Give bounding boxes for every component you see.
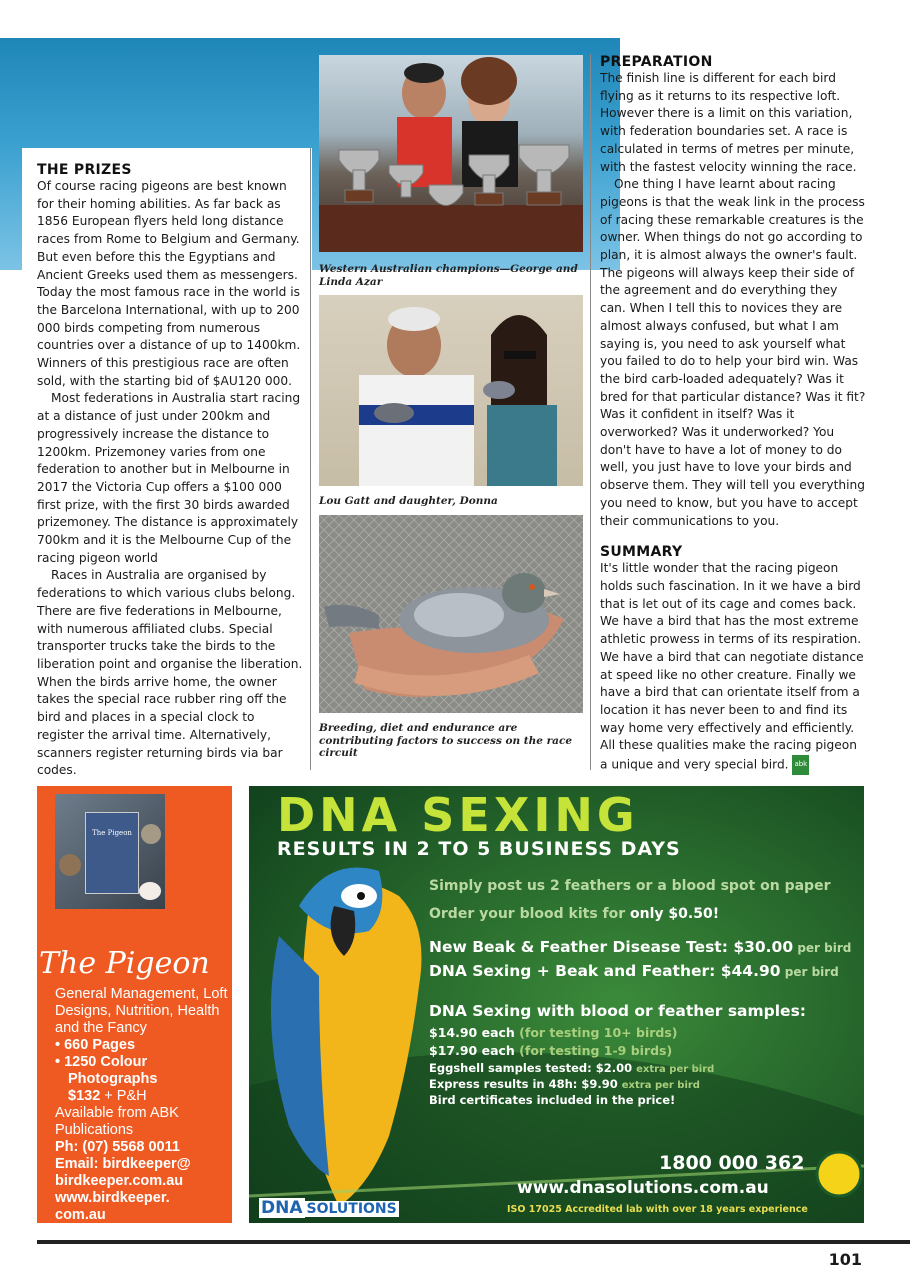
book-email-2[interactable]: birdkeeper.com.au [55,1173,184,1189]
column-divider-right [590,54,591,770]
dna-logo-dna: DNA [261,1198,303,1218]
dna-ad-price-10plus-note: (for testing 10+ birds) [519,1025,678,1040]
book-script-title: The Pigeon [39,946,210,981]
dna-ad-bfd-unit: per bird [793,941,852,955]
pigeon-thumb-1 [59,854,81,876]
caption-champions: Western Australian champions—George and Linda Azar [319,263,578,288]
dna-ad-website[interactable]: www.dnasolutions.com.au [517,1178,769,1198]
dna-ad-express-text: Express results in 48h: $9.90 [429,1077,622,1091]
dna-ad-combo-unit: per bird [780,965,839,979]
book-advert[interactable] [37,786,232,1223]
dna-logo-solutions: SOLUTIONS [306,1201,397,1217]
photo-champions [319,55,583,252]
dna-ad-kit-text: Order your blood kits for [429,906,631,922]
book-website-1[interactable]: www.birdkeeper. [55,1190,170,1206]
dna-ad-price-1to9 [429,1043,672,1058]
caption-lou-gatt: Lou Gatt and daughter, Donna [319,495,498,507]
abk-end-mark: abk [792,755,809,775]
dna-ad-accreditation: ISO 17025 Accredited lab with over 18 years experience [507,1204,808,1215]
book-price: $132 [68,1088,101,1104]
page-number: 101 [828,1250,862,1269]
dna-ad-certificates: Bird certificates included in the price! [429,1093,676,1107]
dna-ad-express-note: extra per bird [621,1080,700,1091]
prizes-paragraph-1: Of course racing pigeons are best known for their homing abilities. As far back as 1856 European flyers held long distance races from Rome to Belgium and Germany. But even before this the Egyptians and Ancient Greeks used them as messengers. Today the most famous race in the world is the Barcelona International, with up to 200 000 birds competing from numerous countries over a distance of up to 1400km. Winners of this prestigious race are often sold, with the starting bid of $AU120 000. [37,179,301,388]
summary-heading: SUMMARY [600,544,683,561]
dna-sexing-advert[interactable] [249,786,864,1223]
dna-ad-price-10plus-value: $14.90 each [429,1025,520,1040]
article-column-right [600,54,866,775]
footer-rule [37,1240,910,1244]
prizes-paragraph-2: Most federations in Australia start racing at a distance of just under 200km and progressively increase the distance to 1200km. Prizemoney varies from one federation to another but in Melbourne in 2017 the Victoria Cup offers a $100 000 first prize, with the first 30 birds awarded prizemoney. The distance is approximately 700km and it is the Melbourne Cup of the racing pigeon world [37,391,301,565]
preparation-heading: PREPARATION [600,54,713,70]
pigeon-thumb-2 [141,824,161,844]
dna-ad-subtitle: RESULTS IN 2 TO 5 BUSINESS DAYS [277,838,681,860]
dna-ad-bfd-price: $30.00 [733,938,794,956]
book-price-line [68,1088,243,1105]
dna-ad-eggshell-note: extra per bird [636,1064,715,1075]
dna-ad-title: DNA SEXING [277,788,639,842]
book-cover-collage [55,794,165,909]
book-price-suffix: + P&H [100,1088,147,1104]
dna-ad-bfd-label: New Beak & Feather Disease Test: [429,938,734,956]
prizes-paragraph-3: Races in Australia are organised by federations to which various clubs belong. There are five federations in Melbourne, with numerous affiliated clubs. Special transporter trucks take the birds to the liberation point and organise the liberation. When the birds arrive home, the owner takes the special race rubber ring off the bird and places in a special clock to register the arrival time. Alternatively, scanners register returning birds via bar codes. [37,568,303,778]
dna-ad-price-1to9-note: (for testing 1-9 birds) [519,1043,673,1058]
dna-ad-eggshell [429,1061,714,1075]
dna-ad-post-instructions: Simply post us 2 feathers or a blood spot on paper [429,878,831,894]
column-divider-left [310,148,311,770]
caption-breeding: Breeding, diet and endurance are contributing factors to success on the race circuit [319,722,573,760]
dna-ad-price-1to9-value: $17.90 each [429,1043,520,1058]
preparation-paragraph-2: One thing I have learnt about racing pigeons is that the weak link in the process of racing these remarkable creatures is the owner. When things do not go according to plan, it is almost always the owner's fault. The pigeons will always keep their side of the agreement and do everything they can. When I tell this to novices they are almost always confused, but what I am saying is, you need to ask yourself what you failed to do to help your bird win. Was the bird carb-loaded adequately? Was it bred for that particular distance? Was it fit? Was it confident in itself? Was it overworked? Was it underworked? You don't have to have a lot of money to do well, you just have to love your birds and observe them. They will tell you everything you need to know, but you have to accept their communications to you. [600,177,866,528]
summary-paragraph-1 [600,560,866,774]
preparation-paragraph-1: The finish line is different for each bird flying as it returns to its respective loft. However there is a limit on this variation, with federation boundaries set. A race is calculated in terms of metres per minute, with the fastest velocity winning the race. [600,71,857,174]
dna-ad-combo-line [429,962,839,980]
summary-text: It's little wonder that the racing pigeon holds such fascination. In it we have a bird that is let out of its cage and comes back. We have a bird that has the most extreme athletic prowess in terms of its respiration. We have a bird that can negotiate distance at speed like no other creature. Finally we have a bird that can orientate itself from a location it has never been to and find its way home very effectively and efficiently. All these qualities make the racing pigeon a unique and very special bird. [600,561,864,772]
book-cover [85,812,139,894]
photo-pigeon-hands [319,515,583,713]
egg-thumb [139,882,161,900]
dna-ad-combo-price: $44.90 [720,962,781,980]
dna-ad-bfd-line [429,938,851,956]
dna-ad-kit-price: only $0.50! [630,906,720,922]
dna-ad-phone[interactable]: 1800 000 362 [659,1152,805,1174]
dna-ad-price-10plus [429,1025,678,1040]
book-pages: • 660 Pages [55,1037,136,1053]
dna-ad-express [429,1077,700,1091]
book-email-1[interactable]: Email: birdkeeper@ [55,1156,191,1172]
dna-ad-kit-offer [429,906,719,922]
dna-ad-samples-heading: DNA Sexing with blood or feather samples: [429,1002,806,1020]
book-cover-title: The Pigeon [92,829,132,837]
dna-ad-eggshell-text: Eggshell samples tested: $2.00 [429,1061,637,1075]
book-website-2[interactable]: com.au [55,1207,106,1223]
article-column-left [22,148,312,778]
photo-lou-gatt [319,295,583,486]
book-photos-label: Photographs [68,1071,158,1087]
dna-solutions-logo [259,1198,399,1218]
book-photos-count: • 1250 Colour [55,1054,148,1070]
prizes-heading: THE PRIZES [37,162,132,178]
book-phone[interactable]: Ph: (07) 5568 0011 [55,1139,180,1155]
book-description: General Management, Loft Designs, Nutrition, Health and the Fancy [55,986,228,1036]
dna-ad-combo-label: DNA Sexing + Beak and Feather: [429,962,721,980]
book-availability: Available from ABK Publications [55,1105,179,1138]
